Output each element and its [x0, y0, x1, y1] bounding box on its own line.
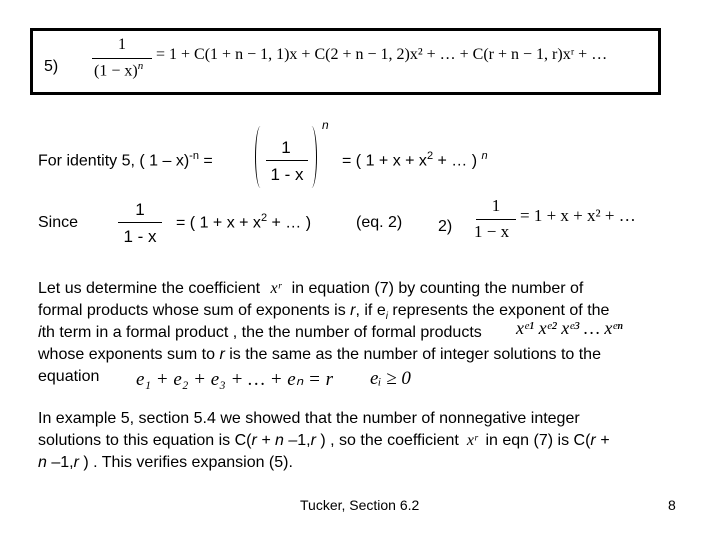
para1-line5: equation [38, 368, 100, 385]
right-paren [306, 126, 317, 188]
formal-product-expression: xᵉ¹ xᵉ² xᵉ³ … xᵉⁿ [516, 318, 623, 338]
since-fraction-numerator: 1 [135, 200, 145, 219]
coefficient-x-r-2: xʳ [466, 432, 478, 449]
item-2-fraction-bar [476, 219, 516, 220]
para1-line2: formal products whose sum of exponents is r, if $e_i$ represents the exponent of the [38, 302, 610, 323]
para1-line1: Let us determine the coefficient xʳ in equation (7) by counting the number of [38, 280, 584, 297]
since-rhs: = ( $1 + x + x^2$ + … ) [176, 212, 312, 232]
solution-equation: e₁ + e₂ + e₃ + … + eₙ = r [136, 369, 334, 390]
para1-line4: whose exponents sum to r is the same as the number of integer solutions to the [38, 346, 601, 363]
item-2-rhs: = 1 + x + x² + … [520, 206, 636, 225]
identity-intro: For identity 5, ( 1 – x)$^{-n}$ = [38, 150, 213, 170]
since-label: Since [38, 214, 79, 231]
nonnegativity-constraint: eᵢ ≥ 0 [370, 368, 411, 389]
since-fraction-denominator: 1 - x [123, 227, 157, 246]
item-5-lhs-numerator: 1 [118, 36, 126, 53]
identity-fraction-denominator: 1 - x [270, 165, 304, 184]
item-2-label: 2) [438, 218, 453, 235]
footer-source: Tucker, Section 6.2 [300, 497, 420, 513]
para2-line3: n –1,r ) . This verifies expansion (5). [38, 454, 293, 471]
identity-fraction-bar [266, 160, 308, 161]
since-fraction-bar [118, 222, 162, 223]
identity-fraction-numerator: 1 [281, 138, 291, 157]
page-number: 8 [668, 497, 676, 513]
coefficient-x-r: xʳ [270, 280, 282, 297]
item-5-lhs-denominator: $(1 - x)^n$ [94, 60, 144, 80]
para2-line2: solutions to this equation is C(r + n –1,r ) , so the coefficient xʳ in eqn (7) is C(r + [38, 432, 610, 449]
item-2-numerator: 1 [491, 196, 501, 215]
identity-outer-exponent: n [322, 118, 329, 132]
item-5-rhs: = 1 + C(1 + n − 1, 1)x + C(2 + n − 1, 2)x² + … + C(r + n − 1, r)xʳ + … [156, 46, 608, 63]
left-paren [255, 126, 266, 188]
identity-rhs: = ( $1 + x + x^2$ + … ) $^n$ [342, 150, 488, 170]
item-5-label: 5) [44, 58, 59, 75]
para2-line1: In example 5, section 5.4 we showed that the number of nonnegative integer [38, 410, 580, 427]
para1-line3: ith term in a formal product , the the number of formal products [38, 324, 482, 341]
eq-2-reference: (eq. 2) [356, 214, 403, 231]
item-5-fraction-bar [92, 58, 152, 59]
item-2-denominator: 1 − x [474, 222, 510, 241]
